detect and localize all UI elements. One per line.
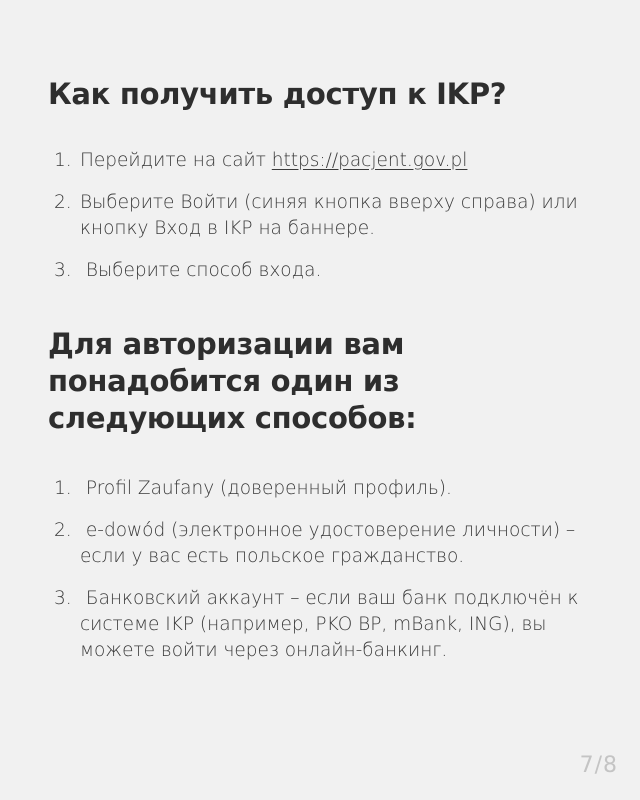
list-item — [54, 148, 594, 174]
step-number: 2. — [54, 192, 72, 213]
section-title-auth-methods: Для авторизации вам понадобится один из следующих способов: — [48, 327, 417, 435]
step-number: 3. — [54, 260, 72, 281]
pacjent-website-link[interactable]: https://pacjent.gov.pl — [271, 150, 468, 171]
section-title-access: Как получить доступ к IKP? — [48, 77, 507, 111]
list-item — [54, 518, 594, 570]
step-text: e-dowód (электронное удостоверение личности) – если у вас есть польское гражданство. — [80, 520, 582, 567]
step-number: 2. — [54, 520, 72, 541]
list-item — [54, 258, 594, 284]
list-item — [54, 586, 594, 664]
step-number: 1. — [54, 478, 72, 499]
step-text — [80, 148, 594, 174]
page-indicator: 7/8 — [579, 753, 618, 778]
step-number: 1. — [54, 150, 72, 171]
step-text: Выберите Войти (синяя кнопка вверху справа) или кнопку Вход в IKP на баннере. — [80, 192, 578, 239]
step-text-content: Перейдите на сайт — [80, 150, 272, 171]
list-item — [54, 190, 594, 242]
step-number: 3. — [54, 588, 72, 609]
auth-methods-list — [54, 476, 594, 680]
step-text: Выберите способ входа. — [80, 260, 322, 281]
list-item — [54, 476, 594, 502]
step-text: Profil Zaufany (доверенный профиль). — [80, 478, 452, 499]
step-text: Банковский аккаунт – если ваш банк подключён к системе IKP (например, PKO BP, mBank, ING), вы можете войти через онлайн-банкинг. — [80, 588, 585, 661]
access-steps-list — [54, 148, 594, 300]
